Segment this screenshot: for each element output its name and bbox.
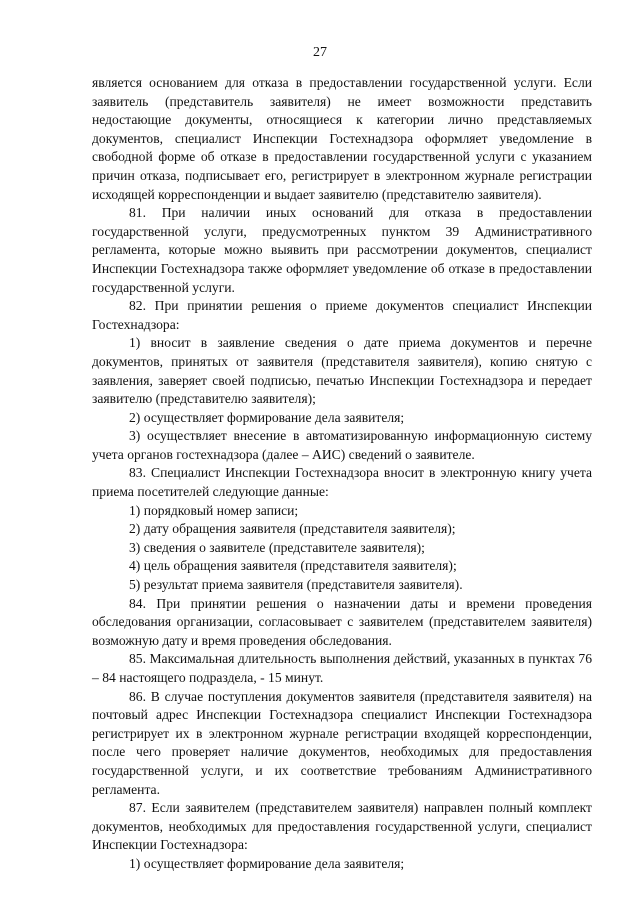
paragraph: 84. При принятии решения о назначении даты и времени проведения обследования организации, согласовывает с заявителем (представителем заявителя) возможную дату и время проведения обследования. — [92, 595, 592, 648]
paragraph: 3) осуществляет внесение в автоматизированную информационную систему учета органов гостехнадзора (далее – АИС) сведений о заявителе. — [92, 428, 592, 462]
paragraph: 2) осуществляет формирование дела заявителя; — [129, 409, 405, 425]
paragraph: 85. Максимальная длительность выполнения действий, указанных в пунктах 76 – 84 настоящего подраздела, - 15 минут. — [92, 651, 592, 685]
paragraph: 3) сведения о заявителе (представителе заявителя); — [129, 539, 425, 555]
paragraph: 4) цель обращения заявителя (представителя заявителя); — [129, 558, 457, 574]
paragraph: 2) дату обращения заявителя (представителя заявителя); — [129, 521, 456, 537]
paragraph: 86. В случае поступления документов заявителя (представителя заявителя) на почтовый адрес Инспекции Гостехнадзора специалист Инспекции Гостехнадзора регистрирует их в электронном журнале регистрации входящей корреспонденции, после чего проверяет наличие документов, необходимых для предоставления государственной услуги, и их соответствие требованиям Административного регламента. — [92, 688, 592, 797]
paragraph: 81. При наличии иных оснований для отказа в предоставлении государственной услуги, предусмотренных пунктом 39 Административного регламента, которые можно выявить при рассмотрении документов, специалист Инспекции Гостехнадзора также оформляет уведомление об отказе в предоставлении государственной услуги. — [92, 205, 592, 295]
paragraph: 1) вносит в заявление сведения о дате приема документов и перечне документов, принятых от заявителя (представителя заявителя), копию снятую с заявления, заверяет своей подписью, печатью Инспекции Гостехнадзора и передает заявителю (представителю заявителя); — [92, 335, 592, 407]
paragraph: 87. Если заявителем (представителем заявителя) направлен полный комплект документов, необходимых для предоставления государственной услуги, специалист Инспекции Гостехнадзора: — [92, 800, 592, 853]
paragraph: 83. Специалист Инспекции Гостехнадзора вносит в электронную книгу учета приема посетителей следующие данные: — [92, 465, 592, 500]
document-body — [92, 74, 592, 874]
paragraph: 1) порядковый номер записи; — [129, 502, 299, 518]
paragraph: 5) результат приема заявителя (представителя заявителя). — [129, 577, 463, 593]
paragraph: является основанием для отказа в предоставлении государственной услуги. Если заявитель (представитель заявителя) не имеет возможности представить недостающие документы, относящиеся к категории лично представляемых документов, специалист Инспекции Гостехнадзора оформляет уведомление в свободной форме об отказе в предоставлении государственной услуги с указанием причин отказа, подписывает его, регистрирует в электронном журнале регистрации исходящей корреспонденции и выдает заявителю (представителю заявителя). — [92, 75, 592, 202]
paragraph: 82. При принятии решения о приеме документов специалист Инспекции Гостехнадзора: — [92, 298, 592, 332]
paragraph: 1) осуществляет формирование дела заявителя; — [129, 855, 405, 871]
page-number: 27 — [313, 45, 327, 60]
